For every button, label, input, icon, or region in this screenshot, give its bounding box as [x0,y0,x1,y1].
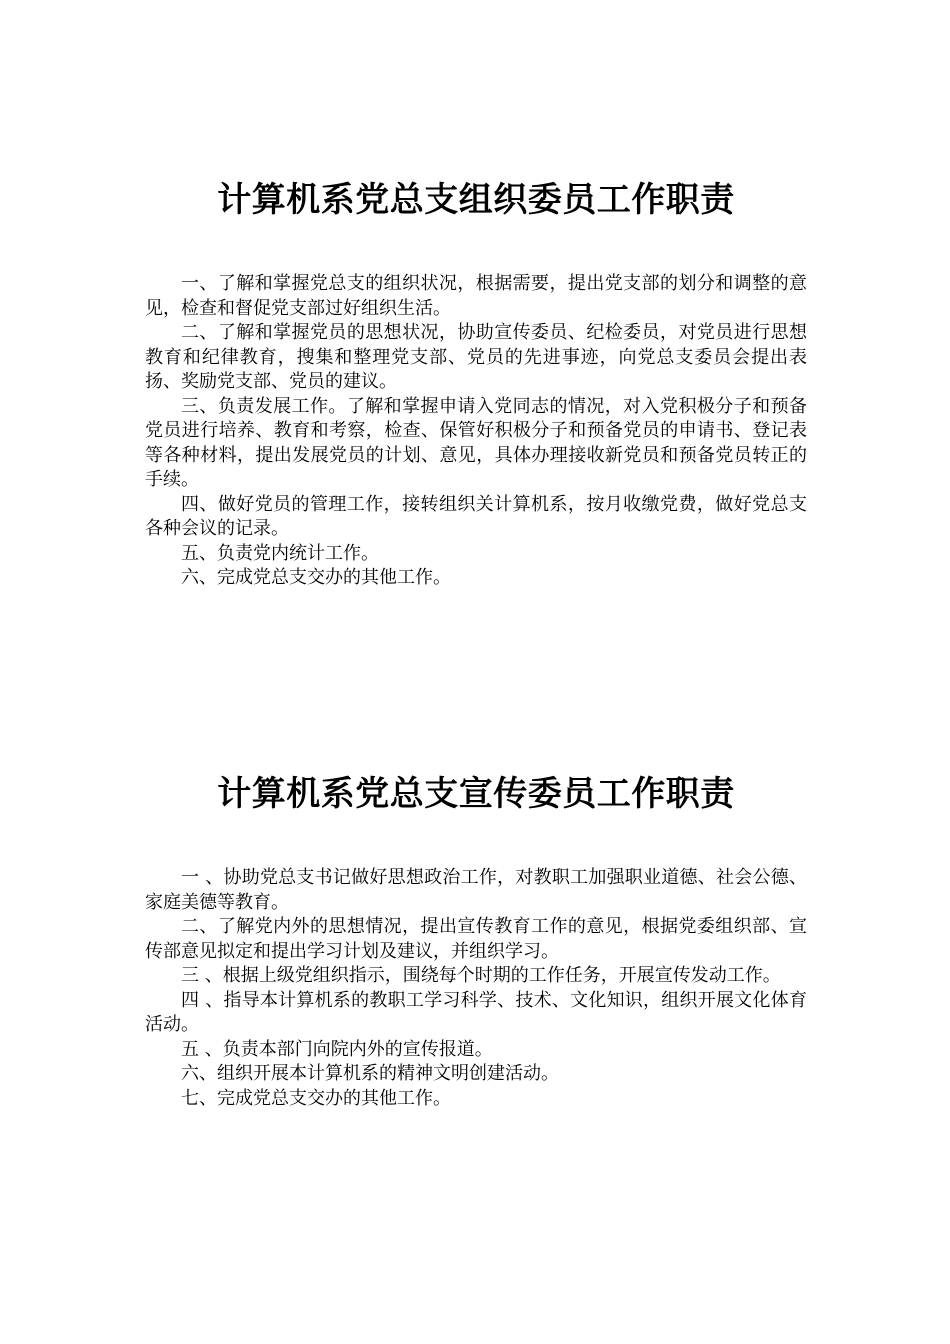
duty-paragraph: 四、做好党员的管理工作，接转组织关计算机系，按月收缴党费，做好党总支各种会议的记录。 [145,493,807,539]
section-title: 计算机系党总支组织委员工作职责 [217,180,735,220]
duty-paragraph: 六、组织开展本计算机系的精神文明创建活动。 [181,1063,559,1084]
duty-paragraph: 五 、负责本部门向院内外的宣传报道。 [181,1038,493,1060]
section-propaganda-duties [145,772,807,1111]
duty-paragraph: 六、完成党总支交办的其他工作。 [181,567,451,588]
duty-paragraph: 二、了解和掌握党员的思想状况，协助宣传委员、纪检委员，对党员进行思想教育和纪律教育，搜集和整理党支部、党员的先进事迹，向党总支委员会提出表扬、奖励党支部、党员的建议。 [145,322,807,392]
duty-paragraph: 三 、根据上级党组织指示，围绕每个时期的工作任务，开展宣传发动工作。 [181,965,781,986]
duty-paragraph: 三、负责发展工作。了解和掌握申请入党同志的情况，对入党积极分子和预备党员进行培养、教育和考察，检查、保管好积极分子和预备党员的申请书、登记表等各种材料，提出发展党员的计划、意见，具体办理接收新党员和预备党员转正的手续。 [145,395,807,490]
duty-paragraph: 二、了解党内外的思想情况，提出宣传教育工作的意见，根据党委组织部、宣传部意见拟定和提出学习计划及建议，并组织学习。 [145,916,807,962]
section-body [145,866,807,1111]
duty-paragraph: 一、了解和掌握党总支的组织状况，根据需要，提出党支部的划分和调整的意见，检查和督促党支部过好组织生活。 [145,273,807,319]
section-organization-duties [145,178,807,591]
duty-paragraph: 七、完成党总支交办的其他工作。 [181,1087,451,1109]
duty-paragraph: 五、负责党内统计工作。 [181,542,379,564]
section-title: 计算机系党总支宣传委员工作职责 [217,774,735,814]
section-body [145,272,807,591]
duty-paragraph: 四 、指导本计算机系的教职工学习科学、技术、文化知识，组织开展文化体育活动。 [145,989,807,1035]
duty-paragraph: 一 、协助党总支书记做好思想政治工作，对教职工加强职业道德、社会公德、家庭美德等教育。 [145,867,807,913]
